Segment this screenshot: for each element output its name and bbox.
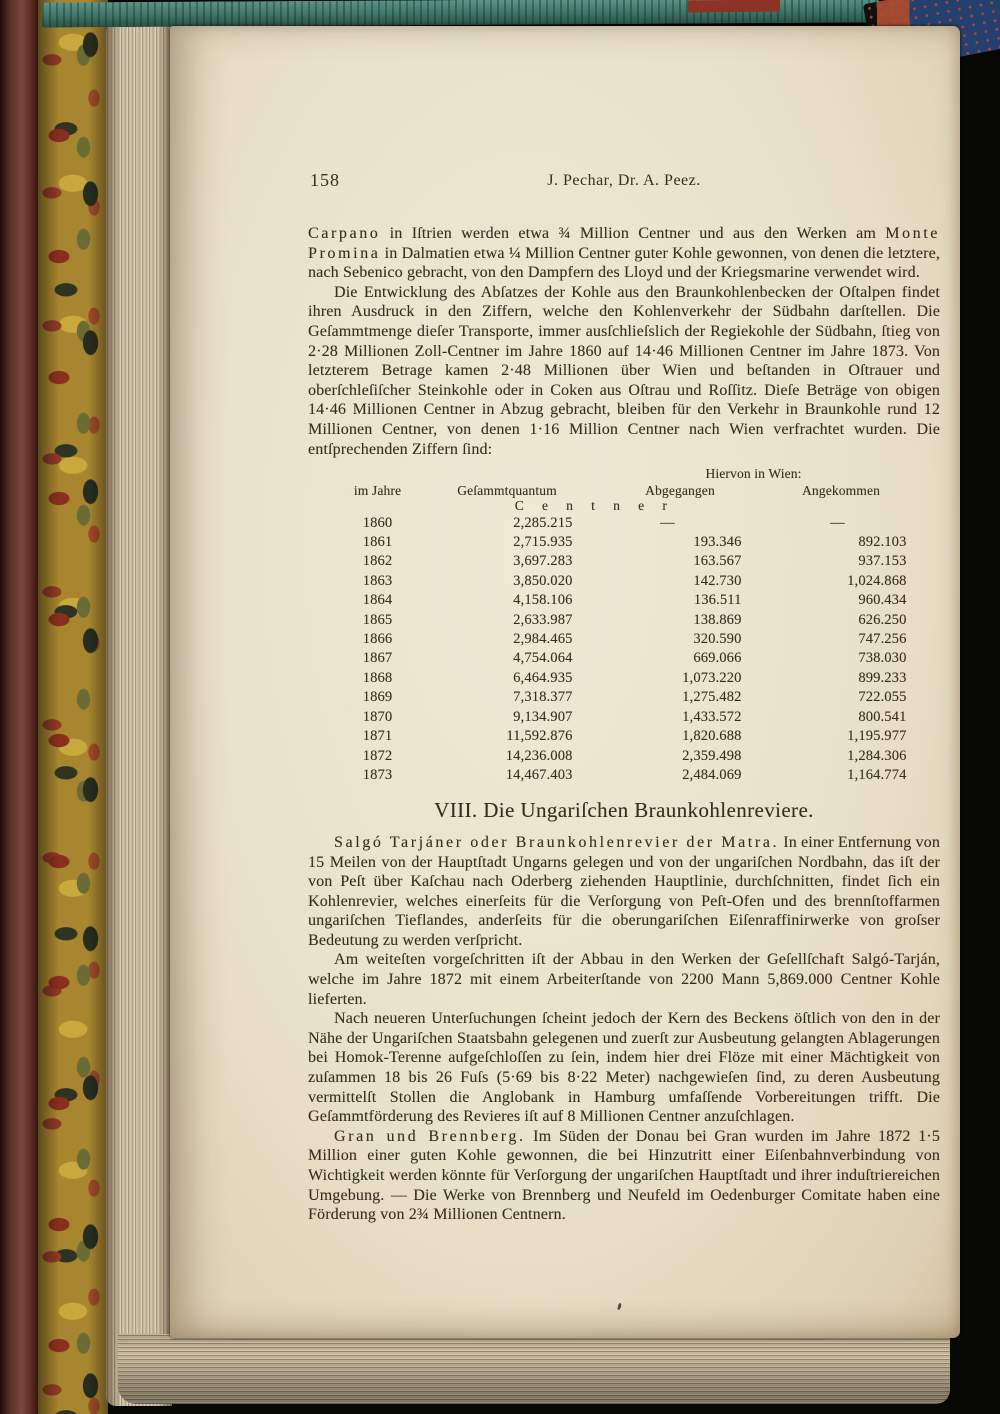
table-cell: 800.541 [858, 708, 907, 725]
spaced-name: Monte Promina [308, 225, 940, 262]
page-stack-left-edge [106, 20, 172, 1406]
table-header-spacer [768, 498, 915, 514]
page-number: 158 [310, 170, 340, 190]
table-cell: 1,164.774 [847, 766, 907, 783]
table-cell: 747.256 [858, 631, 907, 648]
table-cell: 14,236.008 [505, 747, 573, 764]
table-row [334, 611, 915, 630]
table-cell: 4,158.106 [513, 592, 573, 609]
book-top-edge-red-patch [688, 0, 780, 12]
table-cell: 669.066 [693, 650, 742, 667]
table-row [334, 649, 915, 668]
paragraph-text: In einer Entfernung von 15 Meilen von der Hauptſtadt Ungarns gelegen und von der ungariſchen Nordbahn, das iſt der von Peſt über Kaſchau nach Oderberg ziehenden Hauptlinie, durchſchnitten, findet ſich ein Kohlenrevier, welches einerſeits für die Verſorgung von Peſt-Ofen und des brennſtoffarmen ungariſchen Tieflandes, anderſeits für die oberungariſchen Eiſenraffinirwerke von groſser Bedeutung zu werden verſpricht. [308, 833, 940, 949]
table-cell: 1871 [362, 728, 393, 745]
table-cell: 138.869 [693, 611, 742, 628]
table-row [334, 688, 915, 707]
table-cell: 1872 [362, 747, 393, 764]
table-cell: 960.434 [858, 592, 907, 609]
table-cell: 722.055 [858, 689, 907, 706]
table-cell: 892.103 [858, 534, 907, 551]
table-cell: 2,633.987 [513, 611, 573, 628]
section-heading: VIII. Die Ungariſchen Braunkohlenreviere. [434, 798, 814, 823]
page-content [308, 26, 940, 1225]
table-cell: 142.730 [693, 572, 742, 589]
table-cell: 2,359.498 [682, 747, 742, 764]
paragraph-text: Im Süden der Donau bei Gran wurden im Jahre 1872 1·5 Million einer guten Kohle gewonnen, die bei Hinzutritt einer Eiſenbahnverbindung von Wichtigkeit werden könnte für Verſorgung der ungariſchen Hauptſtadt und ihrer induſtriereichen Umgebung. — Die Werke von Brennberg und Neufeld im Oedenburger Comitate haben eine Förderung von 2¾ Millionen Centnern. [308, 1127, 940, 1224]
table-cell: 1867 [362, 650, 393, 667]
table-cell: 14,467.403 [505, 766, 573, 783]
table-unit-row [334, 498, 915, 514]
table-cell: 136.511 [693, 592, 742, 609]
table-cell: 1,284.306 [847, 747, 907, 764]
table-group-header: Hiervon in Wien: [705, 466, 802, 482]
paragraph-untersuchungen: Nach neueren Unterſuchungen ſcheint jedoch der Kern des Beckens öſtlich von den in der Nähe der Ungariſchen Staatsbahn gelegenen und zuerſt zur Ausbeutung gelangten Ablagerungen bei Homok-Terenne aufgeſchloſſen zu ſein, indem hier drei Flöze mit einer Mächtigkeit von zuſammen 18 bis 26 Fuſs (5·69 bis 8·22 Meter) nachgewieſen ſind, zu deren Ausbeutung vermittelſt Stollen die Anglobank in Hamburg umfaſſende Vorbereitungen trifft. Die Geſammtförderung des Revieres iſt auf 8 Millionen Centner anzuſchlagen. [308, 1010, 940, 1126]
table-cell: 1873 [362, 766, 393, 783]
table-cell: 1866 [362, 631, 393, 648]
table-cell: 2,484.069 [682, 766, 742, 783]
paragraph-gran-brennberg [308, 1127, 940, 1225]
table-cell: 1,073.220 [682, 669, 742, 686]
paragraph-entwicklung: Die Entwicklung des Abſatzes der Kohle aus den Braunkohlenbecken der Oſtalpen findet ihren Ausdruck in den Ziffern, welche den Kohlenverkehr der Südbahn darſtellen. Die Geſammtmenge dieſer Transporte, immer ausſchlieſslich der Regiekohle der Südbahn, ſtieg von 2·28 Millionen Zoll-Centner im Jahre 1860 auf 14·46 Millionen Centner im Jahre 1873. Von letzterem Betrage kamen 2·48 Millionen über Wien und beſtanden in Oſtrauer und oberſchleſiſcher Steinkohle oder in Coken aus Oſtrau und Roſſitz. Dieſe Beträge von obigen 14·46 Millionen Centner in Abzug gebracht, bleiben für den Verkehr in Braunkohle rund 12 Millionen Centner, von denen 1·16 Million Centner nach Wien verfrachtet wurden. Die entſprechenden Ziffern ſind: [308, 283, 940, 458]
table-row [334, 630, 915, 649]
table-cell: 2,984.465 [513, 631, 573, 648]
table-cell: 738.030 [858, 650, 907, 667]
page-stack-bottom-edge [118, 1334, 950, 1404]
table-cell: 1864 [362, 592, 393, 609]
book-page [170, 26, 960, 1338]
table-cell: 11,592.876 [506, 728, 573, 745]
table-cell: 163.567 [693, 553, 742, 570]
spaced-name: Carpano [308, 225, 381, 242]
table-cell: 1860 [362, 514, 393, 531]
table-cell: 1,433.572 [682, 708, 742, 725]
table-cell: — [660, 514, 675, 531]
table-row [334, 552, 915, 571]
table-row [334, 766, 915, 785]
table-cell: 2,285.215 [513, 514, 573, 531]
spaced-name: Gran und Brennberg. [334, 1127, 526, 1145]
table-cell: 2,715.935 [513, 534, 573, 551]
table-cell: — [830, 514, 845, 531]
table-cell: 1870 [362, 708, 393, 725]
column-header-year: im Jahre [353, 482, 402, 498]
column-header-arrived: Angekommen [802, 482, 880, 498]
coal-traffic-table [334, 466, 915, 785]
table-row [334, 572, 915, 591]
table-cell: 4,754.064 [513, 650, 573, 667]
table-row [334, 591, 915, 610]
table-cell: 1862 [362, 553, 393, 570]
table-cell: 899.233 [858, 669, 907, 686]
table-head [334, 466, 915, 514]
table-cell: 3,850.020 [513, 572, 573, 589]
table-cell: 1,024.868 [847, 572, 907, 589]
table-row [334, 533, 915, 552]
table-cell: 1869 [362, 689, 393, 706]
table-cell: 7,318.377 [513, 689, 573, 706]
table-cell: 626.250 [858, 611, 907, 628]
table-row [334, 669, 915, 688]
table-cell: 1865 [362, 611, 393, 628]
paragraph-text: in Iſtrien werden etwa ¾ Million Centner und aus den Werken am [380, 225, 886, 242]
paragraph-carpano [308, 224, 940, 283]
ink-speck [617, 1303, 622, 1311]
table-cell: 3,697.283 [513, 553, 573, 570]
table-group-row [334, 466, 915, 483]
table-cell: 193.346 [693, 534, 742, 551]
running-header: J. Pechar, Dr. A. Peez. [547, 172, 701, 189]
marbled-endpaper [38, 0, 108, 1414]
table-row [334, 747, 915, 766]
table-cell: 937.153 [858, 553, 907, 570]
table-cell: 320.590 [693, 631, 742, 648]
spaced-name: Salgó Tarjáner oder Braunkohlenrevier der Matra. [334, 833, 780, 851]
column-header-total: Geſammtquantum [457, 482, 557, 498]
paragraph-salgo-tarjaner [308, 833, 940, 951]
table-cell: 1,195.977 [847, 728, 907, 745]
table-column-row [334, 483, 915, 499]
table-header-spacer [334, 466, 593, 483]
book-cover-spine [0, 0, 40, 1414]
table-cell: 1861 [362, 534, 393, 551]
table-body [334, 514, 915, 786]
table-cell: 1868 [362, 669, 393, 686]
paragraph-text: in Dalmatien etwa ¼ Million Centner guter Kohle gewonnen, von denen die letztere, nach Sebenico gebracht, von den Dampfern des Lloyd und der Kriegsmarine verwendet wird. [308, 244, 940, 282]
table-cell: 1863 [362, 572, 393, 589]
paragraph-abbau: Am weiteſten vorgeſchritten iſt der Abbau in den Werken der Geſellſchaft Salgó-Tarján, welche im Jahre 1872 mit einem Arbeiterſtande von 2200 Mann 5,869.000 Centner Kohle lieferten. [308, 951, 940, 1008]
table-row [334, 727, 915, 746]
table-row [334, 514, 915, 533]
table-row [334, 708, 915, 727]
table-cell: 1,275.482 [682, 689, 742, 706]
page-header [308, 172, 940, 192]
table-cell: 1,820.688 [682, 728, 742, 745]
table-cell: 9,134.907 [513, 708, 573, 725]
table-cell: 6,464.935 [513, 669, 573, 686]
column-header-departed: Abgegangen [645, 482, 715, 498]
body-text [308, 224, 940, 1225]
table-header-spacer [334, 498, 422, 514]
table-unit-label: C e n t n e r [514, 498, 675, 514]
